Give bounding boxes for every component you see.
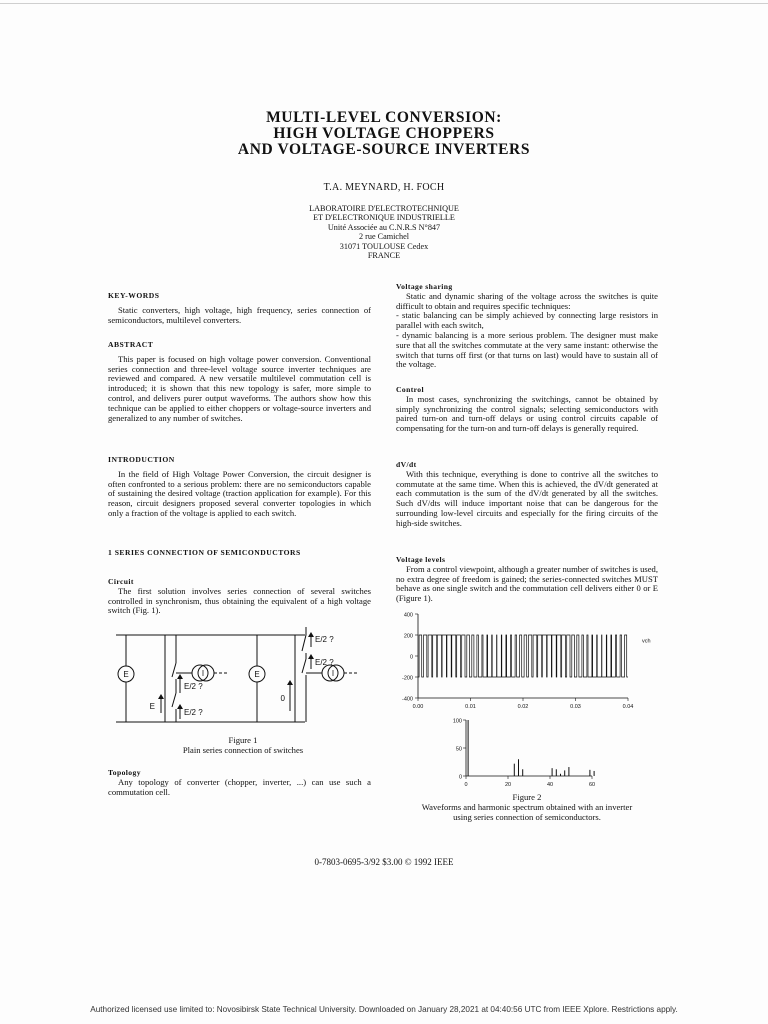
dvdt-section <box>396 460 658 529</box>
figure-1-caption <box>108 735 378 755</box>
waveform-series-line <box>418 635 628 677</box>
introduction-heading: INTRODUCTION <box>108 455 175 464</box>
voltage-levels-heading: Voltage levels <box>396 555 446 564</box>
output-voltage-label: E <box>149 702 155 711</box>
switch-voltage-label: E/2 ? <box>184 708 203 717</box>
y-tick-label: 200 <box>403 633 413 640</box>
y-tick-label: -400 <box>401 696 413 703</box>
voltage-levels-text: From a control viewpoint, although a greater number of switches is used, no extra degree of freedom is gained; the series-connected switches MUST behave as one single switch and the commutation cell delivers either 0 or E (Figure 1). <box>396 563 658 604</box>
voltage-sharing-section <box>396 282 658 370</box>
voltage-sharing-text: Static and dynamic sharing of the voltage across the switches is quite difficult to obtain and requires specific techniques: <box>396 290 658 311</box>
x-tick-label: 0.02 <box>517 704 529 710</box>
figure-2-description-line-2: using series connection of semiconductors. <box>453 812 601 822</box>
arrow-head <box>308 632 314 637</box>
x-tick-label: 20 <box>504 782 512 788</box>
circuit-text: The first solution involves series connection of several switches controlled in synchronism, thus obtaining the equivalent of a high voltage switch (Fig. 1). <box>108 585 371 616</box>
author-list: T.A. MEYNARD, H. FOCH <box>323 182 445 193</box>
x-tick-label: 40 <box>546 782 554 788</box>
output-voltage-label: 0 <box>280 694 285 703</box>
abstract-text: This paper is focused on high voltage power conversion. Conventional series connection and three-level voltage source inverter techniques are reviewed and compared. A new versatile multilevel commutation cell is introduced; it is shown that this new topology is safer, more simple to control, and delivers purer output waveforms. The authors show how this technique can be applied to either choppers or voltage-source inverters and generalized to any number of switches. <box>108 353 371 423</box>
voltage-sharing-item: - dynamic balancing is a more serious problem. The designer must make sure that all the switches commutate at the very same instant: otherwise the switch that turns off first (or that turns on last) would have to sustain all of the voltage. <box>396 329 658 370</box>
section-1 <box>108 548 371 558</box>
paper-title-line-3: AND VOLTAGE-SOURCE INVERTERS <box>237 141 531 158</box>
current-label: I <box>331 669 335 678</box>
dvdt-text: With this technique, everything is done to contrive all the switches to commutate at the same time. When this is achieved, the dV/dt generated at each commutation is the sum of the dV/dt generated by all the switches. Such dV/dts will induce important noise that can be dangerous for the surrounding low-level circuits and especially for the firing circuits of the high-side switches. <box>396 468 658 528</box>
arrow-head <box>158 694 164 699</box>
y-tick-label: 100 <box>452 718 462 725</box>
figure-1-description: Plain series connection of switches <box>182 745 304 755</box>
figure-2-description-line-1: Waveforms and harmonic spectrum obtained with an inverter <box>421 802 633 812</box>
switch-blade-open <box>302 635 306 651</box>
x-tick-label: 0.00 <box>412 704 424 710</box>
figure-1-circuit <box>110 627 380 732</box>
affiliation-line: Unité Associée au C.N.R.S N°847 <box>327 222 441 232</box>
switch-blade-open <box>302 659 306 673</box>
figure-2-spectrum-chart <box>440 714 600 790</box>
arrow-head <box>308 654 314 659</box>
introduction-text: In the field of High Voltage Power Conversion, the circuit designer is often confronted to a serious problem: there are no semiconductors capable of sustaining the desired voltage (traction application for example). For this reason, circuit designers proposed several converter topologies in which only a fraction of the voltage is applied to each switch. <box>108 468 371 518</box>
circuit-heading: Circuit <box>108 577 134 586</box>
source-label: E <box>123 670 129 679</box>
switch-voltage-label: E/2 ? <box>315 658 334 667</box>
y-tick-label: 50 <box>455 746 462 753</box>
abstract-heading: ABSTRACT <box>108 340 154 349</box>
x-tick-label: 0.03 <box>570 704 581 710</box>
voltage-sharing-heading: Voltage sharing <box>396 282 453 291</box>
paper-title-line-2: HIGH VOLTAGE CHOPPERS <box>273 125 495 142</box>
affiliation-line: ET D'ELECTRONIQUE INDUSTRIELLE <box>313 213 455 223</box>
x-tick-label: 60 <box>588 782 596 788</box>
copyright-notice: 0-7803-0695-3/92 $3.00 © 1992 IEEE <box>314 857 454 867</box>
topology-section <box>108 768 371 797</box>
arrow-head <box>177 674 183 679</box>
x-tick-label: 0.01 <box>465 704 476 710</box>
voltage-levels-section <box>396 555 658 604</box>
affiliation-line: LABORATOIRE D'ELECTROTECHNIQUE <box>309 204 459 213</box>
circuit-section <box>108 577 371 616</box>
y-tick-label: 400 <box>403 612 413 619</box>
switch-blade <box>172 693 176 707</box>
x-tick-label: 0.04 <box>622 704 634 710</box>
control-section <box>396 385 658 434</box>
source-label: E <box>254 670 260 679</box>
control-heading: Control <box>396 385 424 394</box>
license-footer: Authorized licensed use limited to: Novosibirsk State Technical University. Downloaded on January 28,2021 at 04:40:56 UTC from IEEE Xplore. Restrictions apply. <box>90 1005 678 1014</box>
voltage-sharing-item: - static balancing can be simply achieved by connecting large resistors in parallel with each switch, <box>396 310 658 331</box>
paper-title-line-1: MULTI-LEVEL CONVERSION: <box>266 109 502 126</box>
affiliation-block <box>0 204 768 260</box>
current-label: I <box>201 669 205 678</box>
switch-voltage-label: E/2 ? <box>315 635 334 644</box>
arrow-head <box>287 680 293 685</box>
affiliation-line: 2 rue Camichel <box>358 232 410 242</box>
scan-edge-line <box>0 3 768 4</box>
keywords-section <box>108 291 371 325</box>
switch-voltage-label: E/2 ? <box>184 682 203 691</box>
introduction-section <box>108 455 371 519</box>
topology-text: Any topology of converter (chopper, inverter, ...) can use such a commutation cell. <box>108 776 371 797</box>
affiliation-line: 31071 TOULOUSE Cedex <box>339 241 429 251</box>
figure-1-title: Figure 1 <box>228 735 258 745</box>
figure-2-title: Figure 2 <box>512 792 542 802</box>
keywords-heading: KEY-WORDS <box>108 291 160 300</box>
abstract-section <box>108 340 371 423</box>
arrow-head <box>177 704 183 709</box>
section-1-heading: 1 SERIES CONNECTION OF SEMICONDUCTORS <box>108 548 301 557</box>
topology-heading: Topology <box>108 768 141 777</box>
figure-2-waveform-chart <box>380 608 670 714</box>
y-tick-label: 0 <box>409 654 413 661</box>
x-tick-label: 0 <box>464 782 468 788</box>
control-text: In most cases, synchronizing the switchings, cannot be obtained by simply synchronizing the control signals; selecting semiconductors with paired turn-on and turn-off delays or using control circuits capable of compensating for the turn-on and turn-off delays is generally required. <box>396 393 658 434</box>
switch-blade <box>172 663 176 677</box>
keywords-text: Static converters, high voltage, high frequency, series connection of semiconductors, multilevel converters. <box>108 304 371 325</box>
affiliation-line: FRANCE <box>367 251 401 261</box>
series-legend-label: vch <box>642 638 651 645</box>
y-tick-label: -200 <box>401 675 413 682</box>
y-tick-label: 0 <box>458 774 462 781</box>
dvdt-heading: dV/dt <box>396 460 417 469</box>
figure-2-caption <box>396 792 658 822</box>
